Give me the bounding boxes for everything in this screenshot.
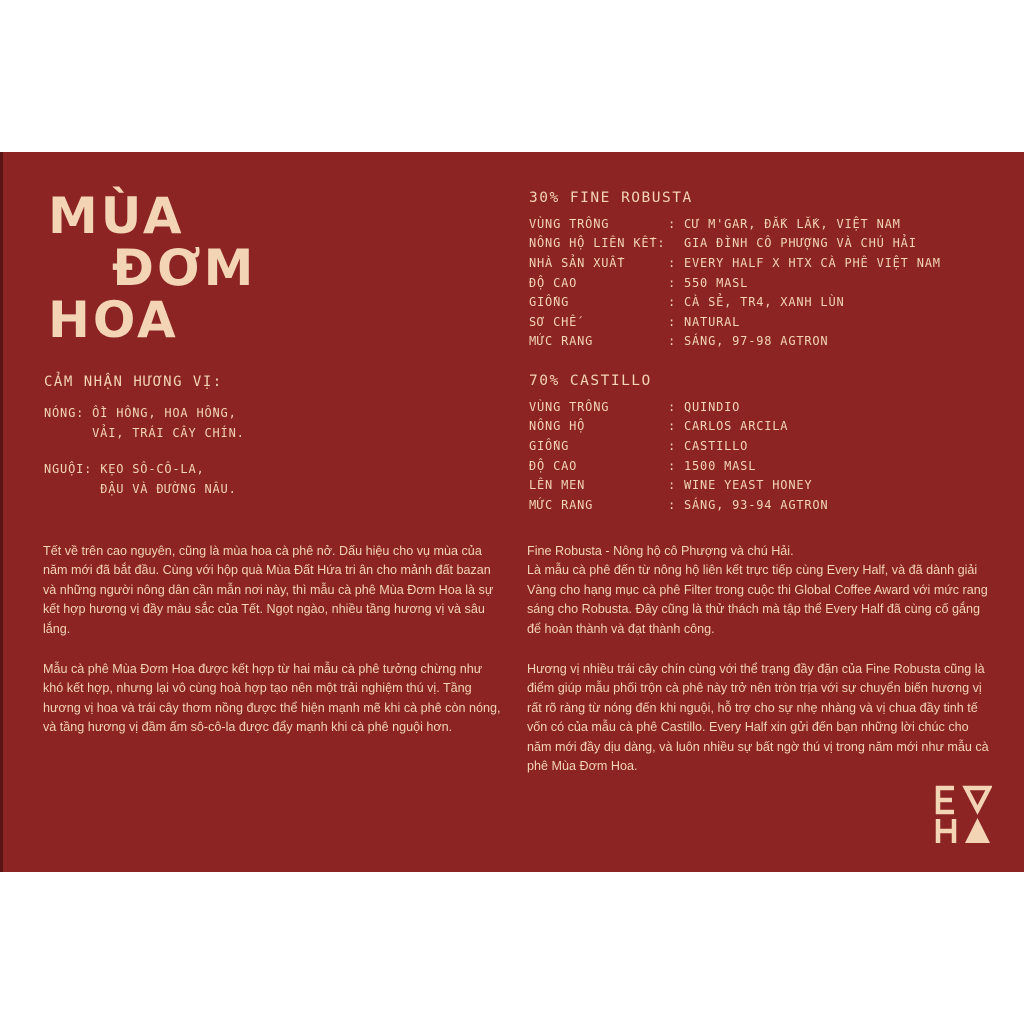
spec-row [529, 475, 828, 495]
robusta-spec [529, 190, 941, 351]
spec-row [529, 456, 828, 476]
spec-key: GIỐNG [529, 295, 570, 310]
taste-cold-line-1: KẸO SÔ-CÔ-LA, [100, 462, 205, 476]
robusta-paragraph [527, 542, 993, 639]
spec-value: QUINDIO [684, 399, 741, 414]
spec-value: CƯ M'GAR, ĐẮK LẮK, VIỆT NAM [684, 216, 901, 231]
title-line-1: MÙA [48, 187, 185, 245]
spec-row [529, 417, 828, 437]
spec-key: VÙNG TRỒNG [529, 399, 610, 414]
spec-colon: : [668, 419, 677, 434]
spec-key: GIỐNG [529, 438, 570, 453]
spec-value: NATURAL [684, 314, 741, 329]
spec-row [529, 253, 941, 273]
spec-colon: : [668, 334, 677, 349]
spec-key: VÙNG TRỒNG [529, 216, 610, 231]
taste-cold-label: NGUỘI: [44, 462, 101, 476]
robusta-paragraph-body: Là mẫu cà phê đến từ nông hộ liên kết trực tiếp cùng Every Half, và đã dành giải Vàng cho hạng mục cà phê Filter trong cuộc thi Global Coffee Award với mức rang sáng cho Robusta. Đây cũng là thử thách mà tập thể Every Half đã cùng cố gắng để hoàn thành và đạt thành công. [527, 563, 988, 636]
taste-cold-line-2: ĐẬU VÀ ĐƯỜNG NÂU. [100, 481, 237, 496]
spec-row [529, 292, 941, 312]
spec-key: ĐỘ CAO [529, 458, 578, 473]
spec-value: SÁNG, 97-98 AGTRON [684, 334, 829, 349]
spec-row [529, 214, 941, 234]
taste-heading: CẢM NHẬN HƯƠNG VỊ: [44, 374, 223, 390]
spec-colon: : [668, 458, 677, 473]
spec-key: NÔNG HỘ [529, 419, 586, 434]
spec-row [529, 332, 941, 352]
castillo-spec [529, 373, 828, 515]
spec-row [529, 234, 941, 254]
spec-value: CÀ SẺ, TR4, XANH LÙN [684, 295, 845, 310]
spec-colon: : [668, 399, 677, 414]
taste-hot-label: NÓNG: [44, 406, 93, 420]
spec-row [529, 312, 941, 332]
title-line-2: ĐƠM [112, 239, 257, 297]
spec-value: 550 MASL [684, 275, 749, 290]
spec-key: MỨC RANG [529, 334, 594, 349]
robusta-heading: 30% FINE ROBUSTA [529, 190, 693, 206]
spec-value: EVERY HALF X HTX CÀ PHÊ VIỆT NAM [684, 255, 941, 270]
flavor-paragraph: Hương vị nhiều trái cây chín cùng với thể trạng đầy đặn của Fine Robusta cũng là điểm giúp mẫu phối trộn cà phê này trở nên tròn trịa với sự chuyển biến hương vị rất rõ ràng từ nóng đến khi nguội, hỗ trợ cho sự nhẹ nhàng và vị chua đầy tinh tế vốn có của mẫu cà phê Castillo. Every Half xin gửi đến bạn những lời chúc cho năm mới đầy dịu dàng, và luôn nhiều sự bất ngờ thú vị trong năm mới như mẫu cà phê Mùa Đơm Hoa. [527, 662, 989, 774]
spec-value: CASTILLO [684, 438, 749, 453]
blend-paragraph: Mẫu cà phê Mùa Đơm Hoa được kết hợp từ hai mẫu cà phê tưởng chừng như khó kết hợp, nhưng lại vô cùng hoà hợp tạo nên một trải nghiệm thú vị. Tầng hương vị hoa và trái cây thơm nồng được thể hiện mạnh mẽ khi cà phê còn nóng, và tầng hương vị đầm ấm sô-cô-la được đẩy mạnh khi cà phê nguội hơn. [43, 662, 501, 735]
robusta-paragraph-title: Fine Robusta - Nông hộ cô Phượng và chú Hải. [527, 544, 794, 558]
taste-notes [44, 404, 245, 499]
spec-key: MỨC RANG [529, 497, 594, 512]
spec-row [529, 397, 828, 417]
spec-row [529, 436, 828, 456]
spec-colon: : [668, 216, 677, 231]
spec-value: GIA ĐÌNH CÔ PHƯỢNG VÀ CHÚ HẢI [684, 236, 917, 251]
spec-colon: : [668, 314, 677, 329]
castillo-heading: 70% CASTILLO [529, 373, 652, 389]
every-half-logo-icon [934, 784, 992, 846]
product-title [48, 187, 257, 349]
spec-colon: : [668, 478, 677, 493]
spec-key: NHÀ SẢN XUẤT [529, 255, 626, 270]
spec-row [529, 495, 828, 515]
taste-cold [44, 460, 245, 499]
spec-value: CARLOS ARCILA [684, 419, 789, 434]
spec-key: LÊN MEN [529, 478, 586, 493]
taste-hot-line-2: VẢI, TRÁI CÂY CHÍN. [92, 425, 245, 440]
taste-hot [44, 404, 245, 443]
taste-hot-line-1: ỔI HỒNG, HOA HỒNG, [92, 406, 237, 420]
spec-value: 1500 MASL [684, 458, 757, 473]
spec-value: WINE YEAST HONEY [684, 478, 813, 493]
spec-colon: : [668, 255, 677, 270]
product-card [0, 152, 1024, 872]
spec-value: SÁNG, 93-94 AGTRON [684, 497, 829, 512]
spec-colon: : [668, 275, 677, 290]
title-line-3: HOA [48, 291, 179, 349]
spec-colon: : [668, 497, 677, 512]
spec-colon: : [668, 438, 677, 453]
spec-key: NÔNG HỘ LIÊN KẾT: [529, 236, 666, 251]
spec-key: ĐỘ CAO [529, 275, 578, 290]
spec-row [529, 273, 941, 293]
intro-paragraph: Tết về trên cao nguyên, cũng là mùa hoa cà phê nở. Dấu hiệu cho vụ mùa của năm mới đã bắt đầu. Cùng với hộp quà Mùa Đất Hứa tri ân cho mảnh đất bazan và những người nông dân cần mẫn nơi này, thì mẫu cà phê Mùa Đơm Hoa là sự kết hợp hương vị đầy màu sắc của Tết. Ngọt ngào, nhiều tầng hương vị và sâu lắng. [43, 544, 494, 636]
spec-key: SƠ CHẾ [529, 314, 578, 329]
spec-colon: : [668, 295, 677, 310]
